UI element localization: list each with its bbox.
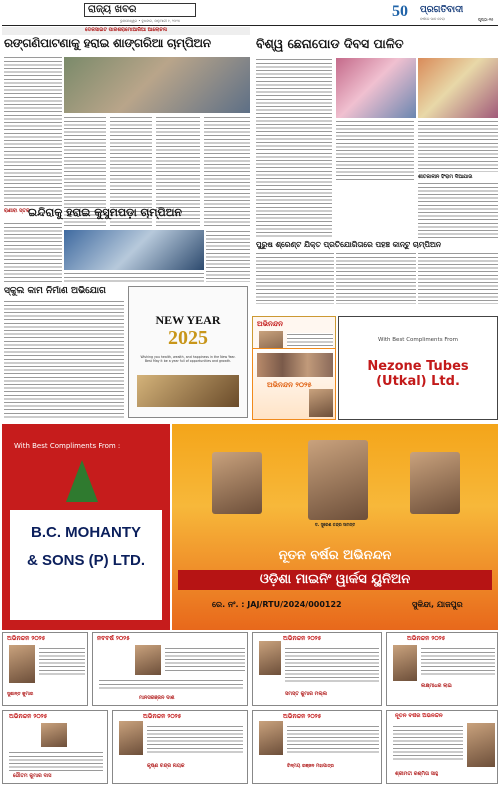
greeting-card	[252, 632, 382, 706]
story3-col-2	[206, 230, 250, 282]
story6-body	[418, 182, 498, 238]
masthead-rule	[2, 25, 498, 26]
story1-photo	[64, 57, 250, 113]
story2-photo-2	[418, 58, 498, 118]
greeting-name: ଗୌତମ କୁମାର ଦାସ	[13, 773, 52, 779]
bcm-top: With Best Compliments From :	[14, 442, 121, 450]
greeting-title: ନବବର୍ଷ ୨୦୨୫	[97, 635, 130, 642]
anniversary-number: 50	[392, 3, 408, 20]
bcm-name2: & SONS (P) LTD.	[26, 552, 146, 569]
story2-headline: ବିଶ୍ୱ ଛେନାପୋଡ ଦିବସ ପାଳିତ	[256, 36, 404, 51]
story4-col-2	[336, 252, 416, 304]
greeting-grid	[2, 632, 498, 786]
greeting-card	[2, 632, 88, 706]
greeting-name: କୃଷ୍ଣ ଚନ୍ଦ୍ର ନାୟକ	[147, 763, 185, 769]
greeting-name: ସୁଶାନ୍ତ କୁମାର	[7, 692, 34, 697]
greeting-title: ଅଭିନନ୍ଦନ ୨୦୨୫	[283, 635, 322, 642]
story4-headline: ପୁରୁଷ ଶ୍ରେଣ୍ଟ ଯିକ୍ତ ପ୍ରତିଯୋଗିତାରେ ପହଞ୍ଚ କାନ୍ଟୁ ଚାମ୍ପିଅନ	[256, 240, 442, 249]
greeting-photo	[9, 645, 35, 683]
new-year-wish: Wishing you health, wealth, and happiness in the New Year. Best May it be a year full of opportunities and growth.	[140, 355, 236, 363]
story3-headline: ଇନ୍ଦିରାକୁ ହରାଇ କୁସୁମପଡ଼ା ଚାମ୍ପିଅନ	[28, 206, 183, 219]
nezone-top: With Best Compliments From	[378, 337, 458, 343]
bcm-ad	[2, 424, 170, 630]
greeting-title: ଅଭିନନ୍ଦନ ୨୦୨୫	[407, 635, 446, 642]
greeting-title: ଅଭିନନ୍ଦନ ୨୦୨୫	[9, 713, 48, 720]
union-name: ଓଡ଼ିଶା ମାଇନିଂ ୱାର୍କସ ୟୁନିଅନ	[259, 572, 411, 587]
greeting-photo	[259, 721, 283, 755]
new-year-number: 2025	[168, 327, 208, 349]
story3-photo	[64, 230, 204, 270]
greeting-card	[386, 710, 498, 784]
greeting-text	[285, 647, 379, 683]
story3-col-1	[4, 222, 62, 282]
story2-col-1	[256, 58, 332, 238]
bjp-ad-title: ଅଭିନନ୍ଦନ ୨୦୨୫	[267, 381, 312, 389]
greeting-name: ଶ୍ରୀମତୀ ରଶ୍ମିତା ସାହୁ	[395, 771, 439, 777]
story2-col-3	[418, 120, 498, 172]
greeting-title: ଅଭିନନ୍ଦନ ୨୦୨୫	[283, 713, 322, 720]
bjp-ad-box	[252, 348, 336, 420]
bjp-ad-portraits	[257, 353, 333, 377]
greeting-title: ନୂତନ ବର୍ଷର ଅଭିନନ୍ଦନ	[395, 713, 443, 719]
tri-ad-title: ଅଭିନନ୍ଦନ	[257, 320, 283, 328]
greeting-text	[165, 647, 245, 673]
union-greeting: ନୂତନ ବର୍ଷର ଅଭିନନ୍ଦନ	[278, 548, 392, 563]
greeting-photo	[119, 721, 143, 755]
greeting-text	[9, 751, 103, 771]
dateline: ଭୁବନେଶ୍ୱର • ବୁଧବାର, ଜାନୁଆରୀ ୧, ୨୦୨୫	[120, 19, 181, 23]
story1-kicker: ଡେକସାଇଟ ପାରଶରାମୋଆରିଆ ଆଲୋଚନା	[2, 27, 250, 35]
union-person-center	[308, 440, 368, 520]
greeting-photo	[41, 723, 67, 747]
greeting-text	[287, 725, 379, 755]
greeting-name: ଲକ୍ଷ୍ମୀଧର ଲାଇ	[421, 683, 452, 689]
new-year-label: NEW YEAR	[155, 313, 221, 327]
union-person-left	[212, 452, 262, 514]
greeting-card	[252, 710, 382, 784]
greeting-text	[421, 647, 495, 677]
bjp-ad-person	[309, 389, 333, 417]
greeting-title: ଅଭିନନ୍ଦନ ୨୦୨୫	[143, 713, 182, 720]
union-person-right	[410, 452, 460, 514]
story5-headline: ସ୍କୁଲ କାମ ନିର୍ମାଣ ଅଭିଯୋଗ	[4, 286, 106, 296]
greeting-text	[39, 647, 85, 677]
nezone-name: Nezone Tubes (Utkal) Ltd.	[367, 359, 469, 389]
paper-name: ପ୍ରଗତିବାଦୀ	[420, 5, 464, 15]
union-reg: ରେ. ନଂ. : JAJ/RTU/2024/000122	[212, 600, 342, 609]
story3-col-3	[64, 272, 204, 282]
section-title: ରାଜ୍ୟ ଖବର	[88, 4, 137, 15]
story5-body	[4, 300, 124, 420]
story4-col-3	[418, 252, 498, 304]
greeting-title: ଅଭିନନ୍ଦନ ୨୦୨୫	[7, 635, 46, 642]
story6-headline: ଶୀତକାଳୀନ ହିଂରାମ ଦିଆଯାଉ	[418, 174, 473, 180]
greeting-photo	[259, 641, 281, 675]
anniversary-sub: ବର୍ଷରେ ପାଦ ଦେଲା	[420, 17, 445, 21]
new-year-ad	[128, 286, 248, 418]
greeting-name: ସମସ୍ତ କୁମାର ମଲ୍ଲ	[285, 691, 328, 697]
greeting-photo	[135, 645, 161, 675]
greeting-name: ଚିନ୍ମୟ ରଞ୍ଜନ ମହାପାତ୍ର	[287, 764, 334, 769]
greeting-photo	[467, 723, 495, 767]
union-leader: ଡ. ସୁରେଶ ଚନ୍ଦ୍ର ସାମନ୍ତ	[314, 522, 356, 527]
masthead	[0, 0, 500, 24]
greeting-text-2	[99, 679, 243, 689]
greeting-photo	[393, 645, 417, 681]
story2-photo	[336, 58, 416, 118]
new-year-ad-image	[137, 375, 239, 407]
union-place: ସୁକିନ୍ଦା, ଯାଜପୁର	[412, 600, 463, 609]
greeting-card	[112, 710, 248, 784]
greeting-card	[2, 710, 108, 784]
greeting-card	[92, 632, 248, 706]
story3-kicker: ରାଣୀବା ସ୍ତର	[4, 208, 30, 214]
greeting-name: ମାନସରଞ୍ଜନ ଦାଶ	[139, 695, 175, 701]
story2-col-2	[336, 120, 414, 180]
anniversary-logo	[392, 1, 420, 19]
page-number: ପୃଷ୍ଠା-୧୫	[478, 17, 494, 22]
union-ad	[172, 424, 498, 630]
greeting-text	[147, 725, 243, 755]
story1-col-1	[4, 56, 62, 206]
story4-col-1	[256, 252, 334, 304]
bcm-name1: B.C. MOHANTY	[31, 524, 141, 541]
nezone-ad	[338, 316, 498, 420]
greeting-text	[393, 725, 463, 761]
tree-icon	[66, 460, 98, 502]
story1-headline: ରଙ୍ଗଣିପାଟଣାକୁ ହରାଇ ଶାଙ୍ଗରିଆ ଚାମ୍ପିଅନ	[4, 36, 211, 50]
greeting-card	[386, 632, 498, 706]
